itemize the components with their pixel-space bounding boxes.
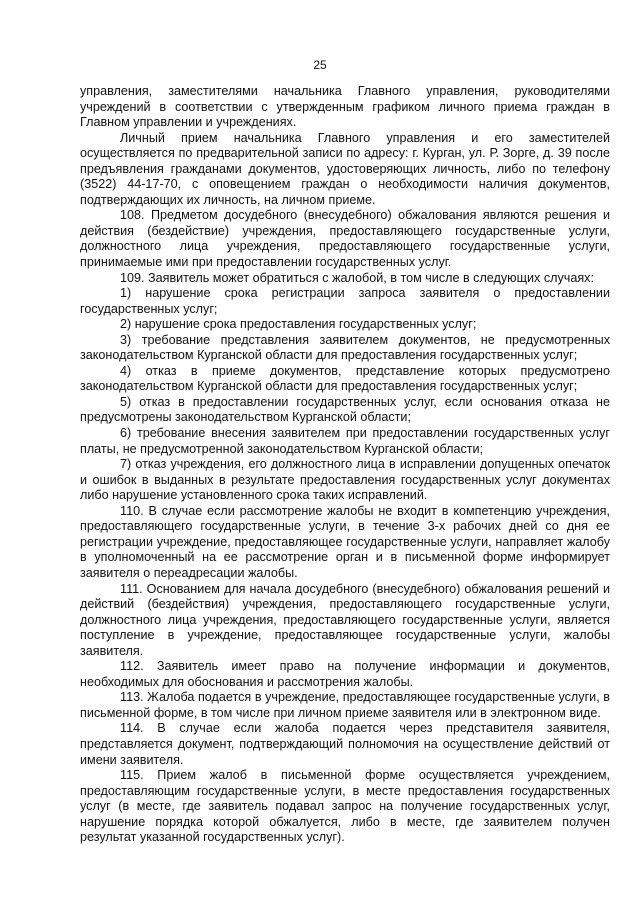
list-item-4: 4) отказ в приеме документов, представление которых предусмотрено законодательством Курганской области для предоставления государственных услуг; <box>80 363 610 394</box>
list-item-2: 2) нарушение срока предоставления государственных услуг; <box>120 317 477 332</box>
paragraph-113: 113. Жалоба подается в учреждение, предоставляющее государственные услуги, в письменной форме, в том числе при личном приеме заявителя или в электронном виде. <box>80 690 610 720</box>
list-item-6: 6) требование внесения заявителем при предоставлении государственных услуг платы, не предусмотренной законодательством Курганской области; <box>80 426 610 456</box>
list-item-3: 3) требование представления заявителем документов, не предусмотренных законодательством Курганской области для предоставления государственных услуг; <box>80 332 610 363</box>
paragraph-continuation: управления, заместителями начальника Главного управления, руководителями учреждений в соответствии с утвержденным графиком личного приема граждан в Главном управлении и учреждениях. <box>80 84 610 130</box>
paragraph-personal-reception: Личный прием начальника Главного управления и его заместителей осуществляется по предварительной записи по адресу: г. Курган, ул. Р. Зорге, д. 39 после предъявления гражданами документов, удостоверяющих личность, либо по телефону (3522) 44-17-70, с оповещением граждан о необходимости наличия документов, подтверждающих их личность, на личном приеме. <box>80 130 610 207</box>
list-item-7: 7) отказ учреждения, его должностного лица в исправлении допущенных опечаток и ошибок в выданных в результате предоставления государственных услуг документах либо нарушение установленного срока таких исправлений. <box>80 457 610 503</box>
list-item-5: 5) отказ в предоставлении государственных услуг, если основания отказа не предусмотрены законодательством Курганской области; <box>80 394 610 425</box>
paragraph-110: 110. В случае если рассмотрение жалобы не входит в компетенцию учреждения, предоставляющего государственные услуги, в течение 3-х рабочих дней со дня ее регистрации учреждение, предоставляющее государственные услуги, направляет жалобу в уполномоченный на ее рассмотрение орган и в письменной форме информирует заявителя о переадресации жалобы. <box>80 503 610 580</box>
paragraph-115: 115. Прием жалоб в письменной форме осуществляется учреждением, предоставляющим государственные услуги, в месте предоставления государственных услуг (в месте, где заявитель подавал запрос на получение государственных услуг, нарушение порядка которой обжалуется, либо в месте, где заявителем получен результат указанной государственных услуг). <box>80 768 610 845</box>
paragraph-108: 108. Предметом досудебного (внесудебного) обжалования являются решения и действия (бездействие) учреждения, предоставляющего государственные услуги, должностного лица учреждения, предоставляющего государственные услуги, принимаемые ими при предоставлении государственных услуг. <box>80 208 610 270</box>
list-item-1: 1) нарушение срока регистрации запроса заявителя о предоставлении государственных услуг; <box>80 286 610 316</box>
paragraph-109: 109. Заявитель может обратиться с жалобой, в том числе в следующих случаях: <box>120 270 594 285</box>
paragraph-111: 111. Основанием для начала досудебного (внесудебного) обжалования решений и действий (бездействия) учреждения, предоставляющего государственные услуги, должностного лица учреждения, предоставляющего государственные услуги, является поступление в учреждение, предоставляющее государственные услуги, жалобы заявителя. <box>80 581 610 658</box>
document-body <box>80 84 610 846</box>
paragraph-112: 112. Заявитель имеет право на получение информации и документов, необходимых для обоснования и рассмотрения жалобы. <box>80 659 610 689</box>
page-number: 25 <box>313 58 327 72</box>
paragraph-114: 114. В случае если жалоба подается через представителя заявителя, представляется документ, подтверждающий полномочия на осуществление действий от имени заявителя. <box>80 721 610 767</box>
